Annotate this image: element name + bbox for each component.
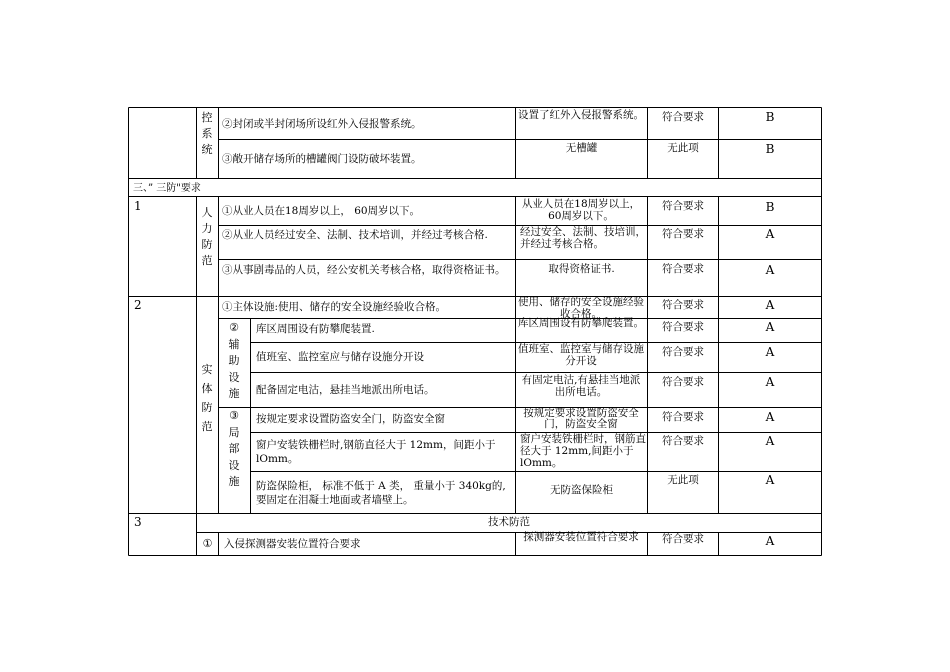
requirement-text: ②从业人员经过安全、法制、技术培训，并经过考核合格.: [222, 229, 488, 241]
grade: A: [765, 434, 775, 448]
row-number: 2: [134, 298, 142, 312]
grade: A: [765, 345, 775, 359]
requirement-text: ②封闭或半封闭场所设红外入侵报警系统。: [222, 118, 422, 130]
verdict: 无此项: [667, 142, 699, 154]
verdict: 符合要求: [662, 346, 704, 358]
requirement-text: 入侵探测器安装位置符合要求: [224, 538, 361, 550]
inspection-result: 有固定电沽,有悬挂当地派出所电话。: [521, 374, 641, 398]
grade: B: [765, 110, 775, 124]
verdict: 符合要求: [662, 200, 704, 212]
requirement-text: 按规定要求设置防盗安全门，防盗安全窗: [256, 413, 445, 425]
verdict: 符合要求: [662, 299, 704, 311]
inspection-result: 值班室、监控室与储存设施分开设: [518, 343, 644, 367]
subcategory-label-local: ③ 局 部 设 施: [228, 409, 240, 488]
category-label-physical: 实 体 防 范: [201, 363, 213, 433]
verdict: 符合要求: [662, 228, 704, 240]
verdict: 符合要求: [662, 321, 704, 333]
requirement-text: ③从事剧毒品的人员，经公安机关考核合格，取得资格证书。: [222, 264, 506, 276]
requirement-text: 库区周围设有防攀爬装置.: [256, 323, 375, 335]
inspection-result: 探测器安装位置符合要求: [523, 531, 639, 543]
verdict: 无此项: [667, 474, 699, 486]
inspection-result: 按规定要求设置防盗安全门，防盗安全窗: [523, 407, 639, 430]
inspection-result: 窗户安装铁栅栏时，钢筋直径大于 12mm,间距小于lOmm。: [520, 433, 646, 469]
grade: B: [765, 142, 775, 156]
category-label-control-system: 控 系 统: [201, 111, 213, 156]
item-marker: ①: [202, 537, 213, 550]
verdict: 符合要求: [662, 111, 704, 123]
verdict: 符合要求: [662, 376, 704, 388]
requirement-text: ③敞开储存场所的槽罐阀门设防破坏装置。: [222, 153, 422, 165]
category-label-manpower: 人 力 防 范: [201, 206, 213, 267]
requirement-text: 防盗保险柜， 标准不低于 A 类， 重量小于 340kg的,要固定在泪凝士地面或者墙壁上。: [256, 480, 506, 506]
inspection-result: 经过安全、法制、技培训，并经过考核合格。: [520, 226, 646, 250]
requirement-text: ①主体设施:使用、储存的安全设施经验收合格。: [222, 301, 447, 313]
row-number: 3: [134, 515, 142, 529]
verdict: 符合要求: [662, 263, 704, 275]
section-title-three-prevention: 三、” 三防"要求: [133, 183, 201, 194]
inspection-result: 使用、储存的安全设施经验收合格。: [518, 296, 644, 320]
requirement-text: 值班室、监控室应与储存设施分开设: [256, 351, 424, 363]
grade: A: [765, 227, 775, 241]
grade: A: [765, 263, 775, 277]
verdict: 符合要求: [662, 533, 704, 545]
verdict: 符合要求: [662, 411, 704, 423]
requirement-text: 配备固定电沽，悬挂当地派出所电话。: [256, 384, 435, 396]
verdict: 符合要求: [662, 435, 704, 447]
inspection-result: 无防盗保险柜: [550, 484, 613, 496]
inspection-result: 取得资格证书.: [548, 263, 615, 275]
requirement-text: ①从业人员在18周岁以上， 60周岁以下。: [222, 205, 421, 217]
grade: A: [765, 534, 775, 548]
grade: A: [765, 473, 775, 487]
grade: A: [765, 298, 775, 312]
category-title-technical: 技术防范: [488, 516, 530, 528]
row-number: 1: [134, 199, 142, 213]
requirement-text: 窗户安装铁栅栏时,钢筋直径大于 12mm，间距小于lOmm。: [256, 439, 496, 465]
grade: A: [765, 375, 775, 389]
subcategory-label-auxiliary: ② 辅 助 设 施: [228, 321, 240, 400]
grade: A: [765, 320, 775, 334]
inspection-result: 设置了红外入侵报警系统。: [518, 109, 644, 121]
inspection-result: 无槽罐: [565, 142, 598, 154]
grade: A: [765, 410, 775, 424]
inspection-result: 从业人员在18周岁以上， 60周岁以下。: [521, 198, 641, 222]
inspection-result: 库区周围设有防攀爬装置。: [518, 317, 644, 329]
grade: B: [765, 200, 775, 214]
